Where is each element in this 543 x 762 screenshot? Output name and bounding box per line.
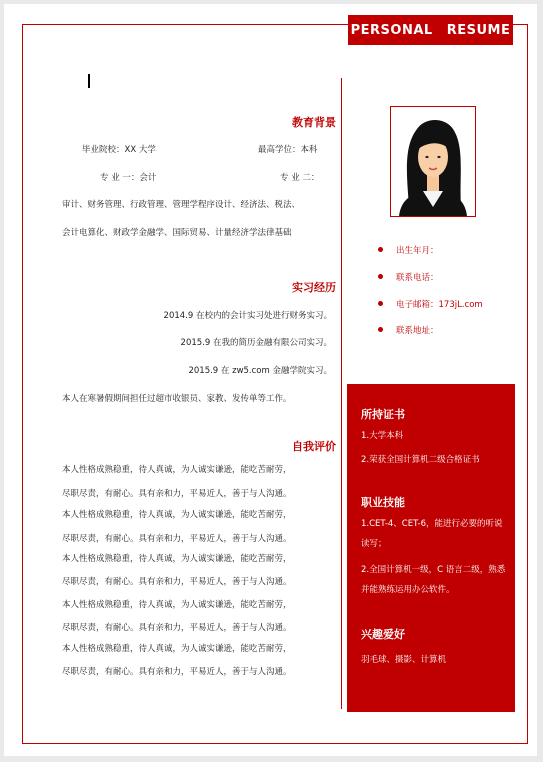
certificate-item-1: 1.大学本科 xyxy=(361,431,404,441)
internship-title: 实习经历 xyxy=(292,281,336,294)
bullet-icon xyxy=(378,274,383,279)
bullet-icon xyxy=(378,327,383,332)
self-eval-line: 尽职尽责，有耐心。具有亲和力，平易近人，善于与人沟通。 xyxy=(62,534,292,544)
school-text: 毕业院校：XX 大学 xyxy=(82,145,156,155)
self-eval-line: 本人性格成熟稳重，待人真诚，为人诚实谦逊，能吃苦耐劳， xyxy=(62,510,292,520)
self-eval-line: 本人性格成熟稳重，待人真诚，为人诚实谦逊，能吃苦耐劳， xyxy=(62,465,292,475)
self-eval-title: 自我评价 xyxy=(292,440,336,453)
internship-item-1: 2014.9 在校内的会计实习处进行财务实习。 xyxy=(163,311,332,321)
phone-info: 联系电话： xyxy=(396,273,439,283)
skill-item-1: 1.CET-4、CET-6，能进行必要的听说读写； xyxy=(361,519,503,549)
self-eval-line: 本人性格成熟稳重，待人真诚，为人诚实谦逊，能吃苦耐劳， xyxy=(62,600,292,610)
certificates-title: 所持证书 xyxy=(361,408,405,421)
birth-info: 出生年月： xyxy=(396,246,439,256)
courses-line-2: 会计电算化、财政学金融学、国际贸易、计量经济学法律基础 xyxy=(62,228,292,238)
avatar-icon xyxy=(391,107,475,216)
degree-text: 最高学位：本科 xyxy=(258,145,318,155)
bullet-icon xyxy=(378,301,383,306)
sidebar-red-box xyxy=(347,384,515,712)
self-eval-line: 本人性格成熟稳重，待人真诚，为人诚实谦逊，能吃苦耐劳， xyxy=(62,644,292,654)
internship-item-2: 2015.9 在我的简历金融有限公司实习。 xyxy=(180,338,332,348)
education-title: 教育背景 xyxy=(292,116,336,129)
resume-header-badge xyxy=(348,15,513,45)
major2-text: 专 业 二： xyxy=(280,173,320,183)
skills-title: 职业技能 xyxy=(361,496,405,509)
self-eval-line: 尽职尽责，有耐心。具有亲和力，平易近人，善于与人沟通。 xyxy=(62,577,292,587)
header-word-resume: RESUME xyxy=(446,22,511,38)
courses-line-1: 审计、财务管理、行政管理、管理学程序设计、经济法、税法、 xyxy=(62,200,301,210)
text-cursor xyxy=(88,74,90,88)
internship-summary: 本人在寒暑假期间担任过超市收银员、家教、发传单等工作。 xyxy=(62,394,292,404)
column-divider xyxy=(341,78,342,709)
hobbies-title: 兴趣爱好 xyxy=(361,628,405,641)
hobbies-text: 羽毛球、摄影、计算机 xyxy=(361,655,447,665)
major1-text: 专 业 一：会计 xyxy=(100,173,157,183)
self-eval-line: 尽职尽责，有耐心。具有亲和力，平易近人，善于与人沟通。 xyxy=(62,623,292,633)
email-info: 电子邮箱：173jL.com xyxy=(396,300,483,310)
header-word-personal: PERSONAL xyxy=(350,22,433,38)
internship-item-3: 2015.9 在 zw5.com 金融学院实习。 xyxy=(188,366,332,376)
bullet-icon xyxy=(378,247,383,252)
profile-photo xyxy=(390,106,476,217)
address-info: 联系地址： xyxy=(396,326,439,336)
skill-item-2: 2.全国计算机一级，C 语言二级，熟悉并能熟练运用办公软件。 xyxy=(361,565,506,595)
certificate-item-2: 2.荣获全国计算机二级合格证书 xyxy=(361,455,480,465)
self-eval-line: 本人性格成熟稳重，待人真诚，为人诚实谦逊，能吃苦耐劳， xyxy=(62,554,292,564)
self-eval-line: 尽职尽责，有耐心。具有亲和力，平易近人，善于与人沟通。 xyxy=(62,489,292,499)
self-eval-line: 尽职尽责，有耐心。具有亲和力，平易近人，善于与人沟通。 xyxy=(62,667,292,677)
